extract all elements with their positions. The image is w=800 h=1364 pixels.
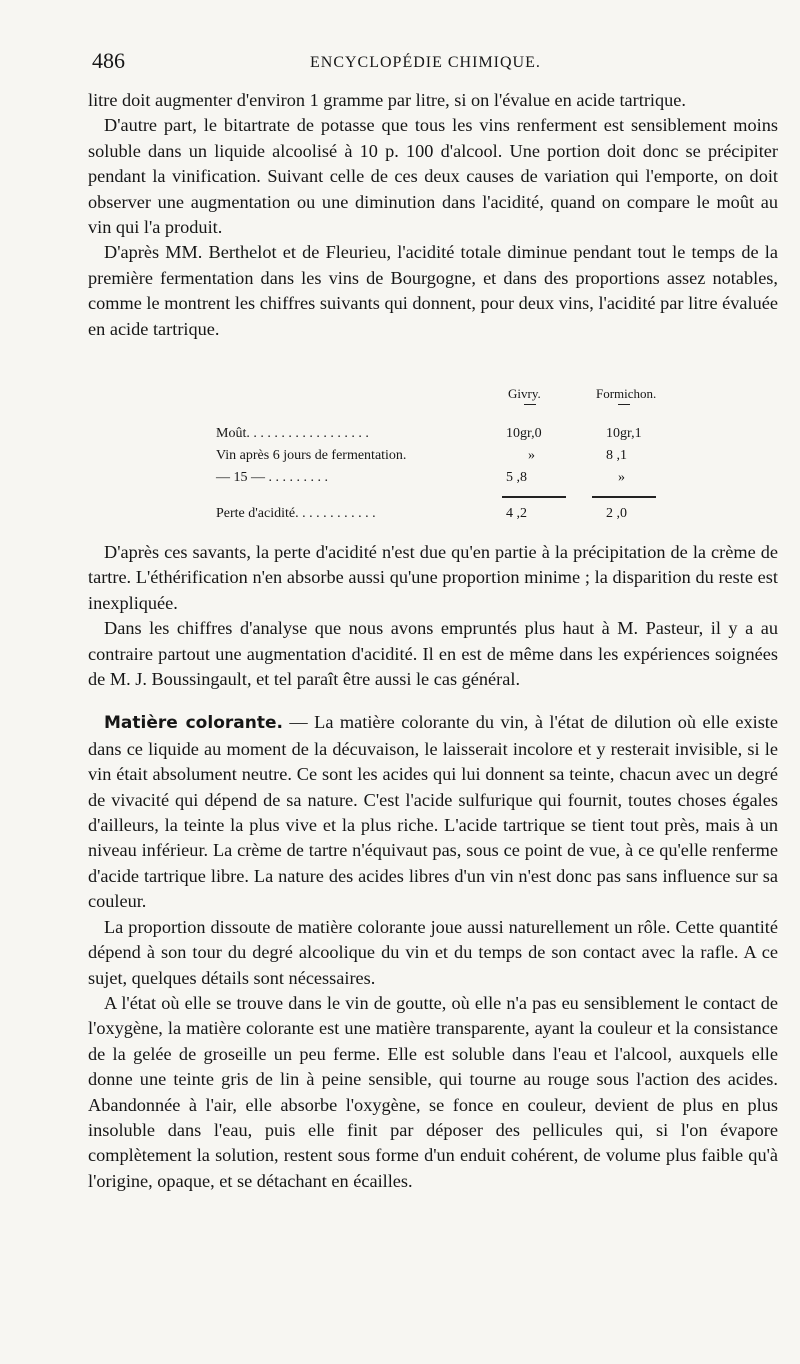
cell-givry: 4 ,2 xyxy=(506,506,527,521)
cell-givry: 5 ,8 xyxy=(506,470,527,485)
section-paragraph xyxy=(88,710,778,914)
row-label: Moût. . . . . . . . . . . . . . . . . . xyxy=(216,426,369,441)
cell-formichon: 8 ,1 xyxy=(606,448,627,463)
sum-rule xyxy=(502,496,566,498)
table-row xyxy=(216,426,666,448)
page-number: 486 xyxy=(92,48,125,73)
running-title: ENCYCLOPÉDIE CHIMIQUE. xyxy=(310,54,541,71)
column-header-formichon: Formichon. xyxy=(596,386,657,401)
paragraph: La proportion dissoute de matière colorante joue aussi naturellement un rôle. Cette quantité dépend à son tour du degré alcoolique du vin et du temps de son contact avec la rafle. A ce sujet, quelques détails sont nécessaires. xyxy=(88,916,778,988)
paragraph: A l'état où elle se trouve dans le vin de goutte, où elle n'a pas eu sensiblement le contact de l'oxygène, la matière colorante est une matière transparente, ayant la couleur et la consistance de la gelée de groseille un peu ferme. Elle est soluble dans l'eau et l'alcool, auxquels elle donne une teinte gris de lin à peine sensible, qui tourne au rouge sous l'action des acides. Abandonnée à l'air, elle absorbe l'oxygène, se fonce en couleur, devient de plus en plus insoluble dans l'eau, puis elle finit par déposer des pellicules qui, si l'on évapore complètement la solution, restent sous forme d'un enduit cohérent, de volume plus faible qu'à l'origine, opaque, et se détachant en écailles. xyxy=(88,992,778,1191)
header-dash xyxy=(524,404,536,405)
paragraph: D'autre part, le bitartrate de potasse que tous les vins renferment est sensiblement moins soluble dans un liquide alcoolisé à 10 p. 100 d'alcool. Une portion doit donc se précipiter pendant la vinification. Suivant celle de ces deux causes de variation qui l'emporte, on doit observer une augmentation ou une diminution dans l'acidité, quand on compare le moût au vin qui l'a produit. xyxy=(88,115,778,238)
table-row xyxy=(216,470,666,492)
text-body xyxy=(88,88,778,342)
row-label: — 15 — . . . . . . . . . xyxy=(216,470,328,485)
header-dash xyxy=(618,404,630,405)
sum-rule xyxy=(592,496,656,498)
page-header xyxy=(92,48,782,78)
cell-formichon: » xyxy=(618,470,625,485)
row-label: Perte d'acidité. . . . . . . . . . . . xyxy=(216,506,376,521)
section-text: — La matière colorante du vin, à l'état de dilution où elle existe dans ce liquide au moment de la décuvaison, le laisserait incolore et y resterait invisible, si le vin était absolument neutre. Ce sont les acides qui lui donnent sa teinte, chacun avec un degré de vivacité qui dépend de sa nature. C'est l'acide sulfurique qui fournit, toutes choses égales d'ailleurs, la teinte la plus vive et la plus riche. L'acide tartrique se tient tout près, mais à un niveau inférieur. La crème de tartre n'équivaut pas, sous ce point de vue, à ce qu'elle renferme d'acide tartrique libre. La nature des acides libres d'un vin n'est donc pas sans influence sur sa couleur. xyxy=(88,712,778,912)
paragraph: Dans les chiffres d'analyse que nous avons empruntés plus haut à M. Pasteur, il y a au contraire partout une augmentation d'acidité. Il en est de même dans les expériences soignées de M. J. Boussingault, et tel paraît être aussi le cas général. xyxy=(88,618,778,690)
cell-formichon: 2 ,0 xyxy=(606,506,627,521)
paragraph: litre doit augmenter d'environ 1 gramme par litre, si on l'évalue en acide tartrique. xyxy=(88,90,686,110)
paragraph: D'après ces savants, la perte d'acidité n'est due qu'en partie à la précipitation de la crème de tartre. L'éthérification n'en absorbe aussi qu'une proportion minime ; la disparition du reste est inexpliquée. xyxy=(88,542,778,613)
cell-formichon: 10gr,1 xyxy=(606,426,642,441)
text-body-lower xyxy=(88,540,778,1194)
cell-givry: 10gr,0 xyxy=(506,426,542,441)
column-header-givry: Givry. xyxy=(508,386,541,401)
table-row xyxy=(216,506,666,528)
row-label: Vin après 6 jours de fermentation. xyxy=(216,448,407,463)
table-row xyxy=(216,448,666,470)
paragraph: D'après MM. Berthelot et de Fleurieu, l'acidité totale diminue pendant tout le temps de la première fermentation dans les vins de Bourgogne, et dans des proportions assez notables, comme le montrent les chiffres suivants qui donnent, pour deux vins, l'acidité par litre évaluée en acide tartrique. xyxy=(88,242,778,339)
cell-givry: » xyxy=(528,448,535,463)
section-title: Matière colorante. xyxy=(104,713,283,734)
